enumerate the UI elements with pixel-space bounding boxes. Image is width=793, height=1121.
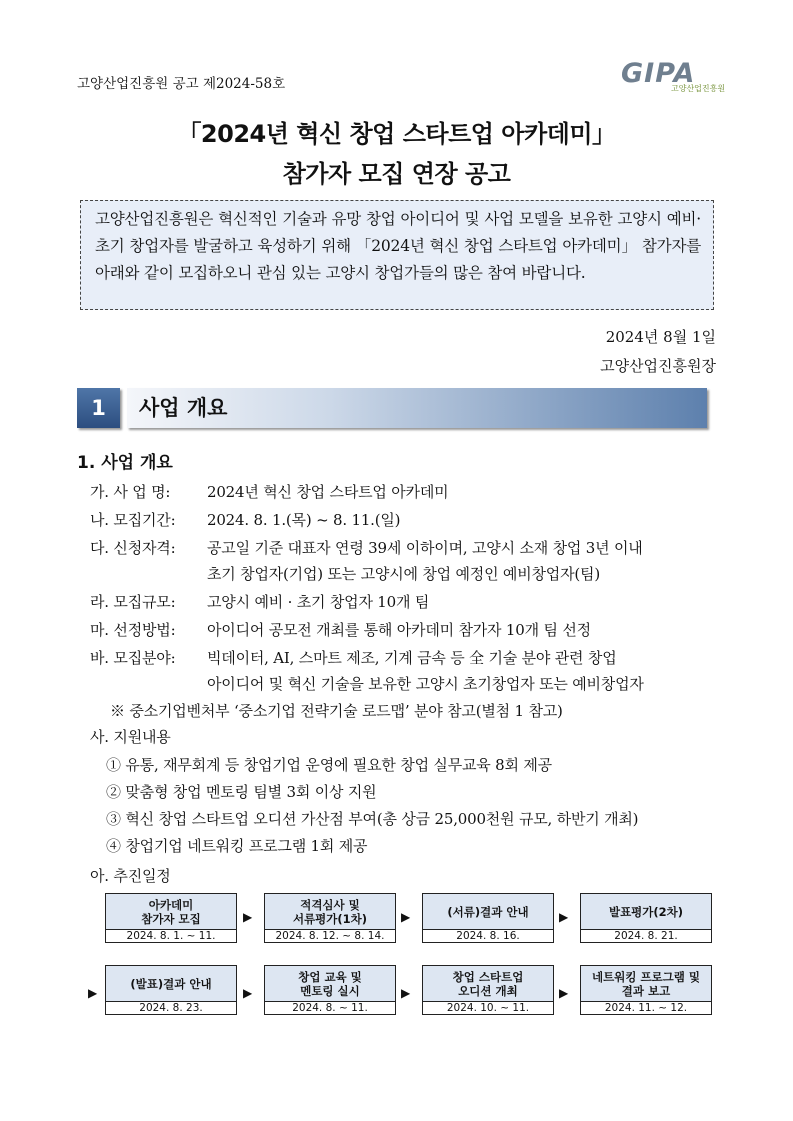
step-title: (서류)결과 안내	[423, 894, 553, 930]
step-date: 2024. 11. ~ 12.	[604, 1002, 688, 1014]
document-subtitle: 참가자 모집 연장 공고	[282, 160, 511, 188]
item-content: 고양시 예비 · 초기 창업자 10개 팀	[207, 593, 430, 611]
item-label: 마. 선정방법:	[90, 621, 176, 639]
schedule-step	[580, 965, 712, 1015]
schedule-step	[422, 965, 554, 1015]
item-content: 초기 창업자(기업) 또는 고양시에 창업 예정인 예비창업자(팀)	[207, 565, 600, 583]
schedule-step	[105, 893, 237, 943]
flow-arrow-icon: ▶	[559, 910, 569, 924]
step-date: 2024. 8. 16.	[456, 930, 520, 942]
step-date: 2024. 8. 1. ~ 11.	[126, 930, 216, 942]
flow-arrow-icon: ▶	[88, 986, 98, 1000]
schedule-step	[105, 965, 237, 1015]
support-item: ④ 창업기업 네트워킹 프로그램 1회 제공	[106, 837, 368, 855]
document-title: 「2024년 혁신 창업 스타트업 아카데미」	[177, 120, 616, 148]
flow-arrow-icon: ▶	[243, 986, 253, 1000]
schedule-step	[264, 893, 396, 943]
flow-arrow-icon: ▶	[243, 910, 253, 924]
support-item: ① 유통, 재무회계 등 창업기업 운영에 필요한 창업 실무교육 8회 제공	[106, 756, 552, 774]
step-date: 2024. 8. 23.	[139, 1002, 203, 1014]
item-content: 2024. 8. 1.(목) ~ 8. 11.(일)	[207, 511, 401, 529]
step-title: 네트워킹 프로그램 및 결과 보고	[581, 966, 711, 1002]
section-header	[77, 388, 709, 428]
schedule-step	[264, 965, 396, 1015]
step-date: 2024. 8. ~ 11.	[292, 1002, 368, 1014]
intro-box	[80, 200, 714, 310]
reference-note: ※ 중소기업벤처부 ‘중소기업 전략기술 로드맵’ 분야 참고(별첨 1 참고)	[110, 702, 563, 720]
step-date: 2024. 10. ~ 11.	[446, 1002, 530, 1014]
step-title: 창업 스타트업 오디션 개최	[423, 966, 553, 1002]
issuer: 고양산업진흥원장	[600, 357, 716, 375]
step-title: 창업 교육 및 멘토링 실시	[265, 966, 395, 1002]
item-content: 2024년 혁신 창업 스타트업 아카데미	[207, 483, 449, 501]
item-label: 라. 모집규모:	[90, 593, 176, 611]
item-content: 아이디어 및 혁신 기술을 보유한 고양시 초기창업자 또는 예비창업자	[207, 675, 644, 693]
step-title: (발표)결과 안내	[106, 966, 236, 1002]
gipa-logo	[621, 58, 731, 98]
step-title: 아카데미 참가자 모집	[106, 894, 236, 930]
step-date: 2024. 8. 21.	[614, 930, 678, 942]
logo-wordmark: GIPA	[621, 58, 696, 89]
step-title: 발표평가(2차)	[581, 894, 711, 930]
step-date: 2024. 8. 12. ~ 8. 14.	[275, 930, 385, 942]
schedule-label: 아. 추진일정	[90, 867, 171, 885]
notice-number: 고양산업진흥원 공고 제2024-58호	[77, 76, 286, 92]
logo-subtitle: 고양산업진흥원	[671, 84, 726, 93]
announcement-date: 2024년 8월 1일	[605, 328, 716, 346]
support-label: 사. 지원내용	[90, 728, 171, 746]
item-content: 빅데이터, AI, 스마트 제조, 기계 금속 등 全 기술 분야 관련 창업	[207, 649, 617, 667]
sub-heading: 1. 사업 개요	[77, 453, 173, 473]
flow-arrow-icon: ▶	[559, 986, 569, 1000]
section-number: 1	[77, 388, 120, 428]
item-label: 나. 모집기간:	[90, 511, 176, 529]
item-label: 바. 모집분야:	[90, 649, 176, 667]
step-title: 적격심사 및 서류평가(1차)	[265, 894, 395, 930]
item-label: 다. 신청자격:	[90, 539, 176, 557]
item-content: 아이디어 공모전 개최를 통해 아카데미 참가자 10개 팀 선정	[207, 621, 591, 639]
section-title: 사업 개요	[139, 396, 228, 420]
item-label: 가. 사 업 명:	[90, 483, 171, 501]
item-content: 공고일 기준 대표자 연령 39세 이하이며, 고양시 소재 창업 3년 이내	[207, 539, 643, 557]
flow-arrow-icon: ▶	[401, 986, 411, 1000]
support-item: ② 맞춤형 창업 멘토링 팀별 3회 이상 지원	[106, 783, 377, 801]
intro-text: 고양산업진흥원은 혁신적인 기술과 유망 창업 아이디어 및 사업 모델을 보유한 고양시 예비·초기 창업자를 발굴하고 육성하기 위해 「2024년 혁신 창업 스타트업 아카데미」 참가자를 아래와 같이 모집하오니 관심 있는 고양시 창업가들의 많은 참여 바랍니다.	[95, 210, 701, 282]
support-item: ③ 혁신 창업 스타트업 오디션 가산점 부여(총 상금 25,000천원 규모, 하반기 개최)	[106, 810, 639, 828]
schedule-step	[580, 893, 712, 943]
flow-arrow-icon: ▶	[401, 910, 411, 924]
schedule-step	[422, 893, 554, 943]
